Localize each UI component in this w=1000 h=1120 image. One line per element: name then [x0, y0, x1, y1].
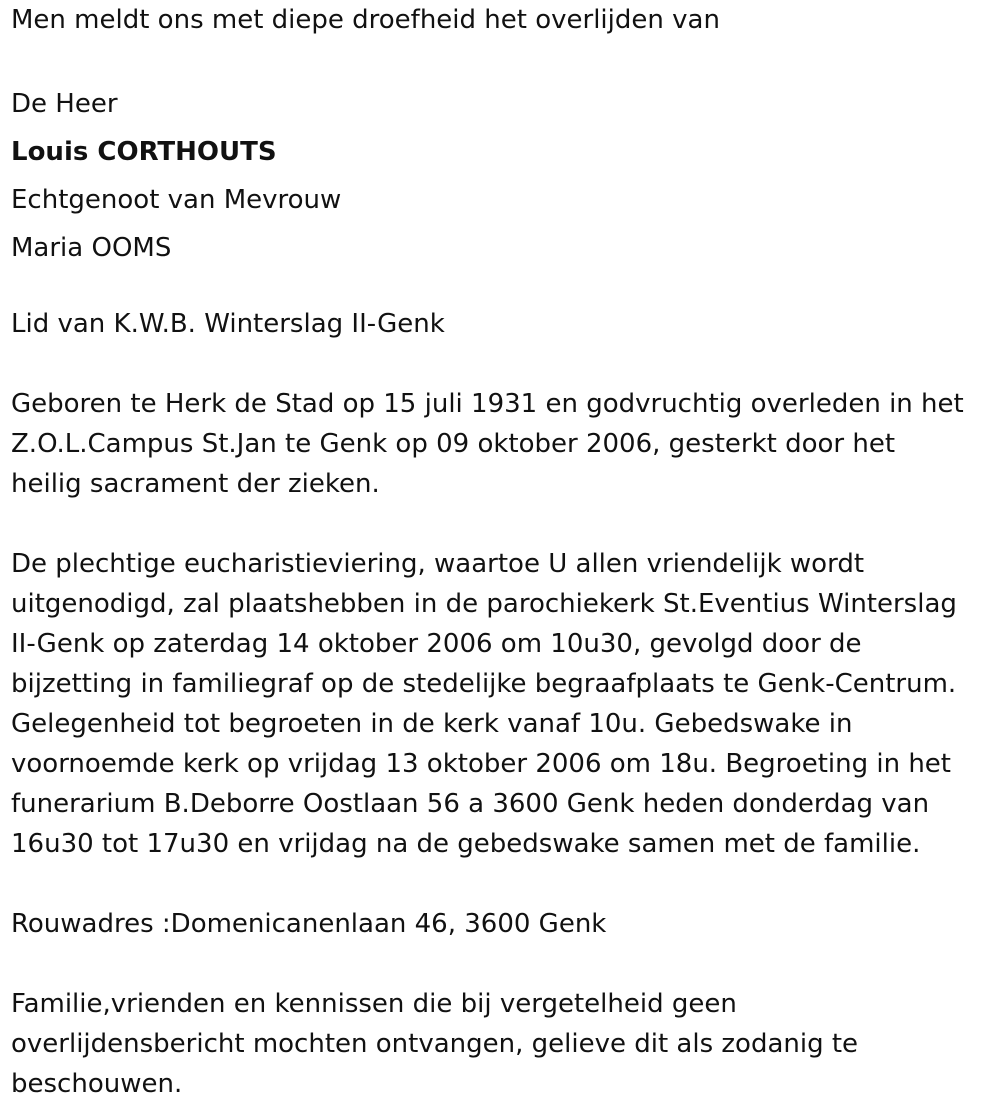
ceremony-paragraph [11, 544, 996, 864]
paragraph-line: Gelegenheid tot begroeten in de kerk vanaf 10u. Gebedswake in [11, 709, 853, 739]
paragraph-line: 16u30 tot 17u30 en vrijdag na de gebedswake samen met de familie. [11, 829, 921, 859]
salutation: De Heer [11, 89, 118, 119]
paragraph-line: Z.O.L.Campus St.Jan te Genk op 09 oktober 2006, gesterkt door het [11, 429, 896, 459]
paragraph-line: II-Genk op zaterdag 14 oktober 2006 om 10u30, gevolgd door de [11, 629, 862, 659]
paragraph-line: heilig sacrament der zieken. [11, 469, 380, 499]
intro-text: Men meldt ons met diepe droefheid het overlijden van [11, 5, 720, 35]
obituary-document [11, 0, 996, 1104]
spouse-name: Maria OOMS [11, 233, 172, 263]
paragraph-line: beschouwen. [11, 1069, 183, 1099]
membership-text: Lid van K.W.B. Winterslag II-Genk [11, 309, 445, 339]
paragraph-line: De plechtige eucharistieviering, waartoe U allen vriendelijk wordt [11, 549, 865, 579]
paragraph-line: funerarium B.Deborre Oostlaan 56 a 3600 Genk heden donderdag van [11, 789, 930, 819]
paragraph-line: voornoemde kerk op vrijdag 13 oktober 2006 om 18u. Begroeting in het [11, 749, 951, 779]
deceased-name: Louis CORTHOUTS [11, 137, 277, 167]
paragraph-line: Geboren te Herk de Stad op 15 juli 1931 en godvruchtig overleden in het [11, 389, 964, 419]
paragraph-line: overlijdensbericht mochten ontvangen, gelieve dit als zodanig te [11, 1029, 859, 1059]
address-text: Rouwadres :Domenicanenlaan 46, 3600 Genk [11, 909, 607, 939]
spouse-label: Echtgenoot van Mevrouw [11, 185, 342, 215]
paragraph-line: Familie,vrienden en kennissen die bij vergetelheid geen [11, 989, 737, 1019]
birth-paragraph [11, 384, 996, 504]
paragraph-line: uitgenodigd, zal plaatshebben in de parochiekerk St.Eventius Winterslag [11, 589, 957, 619]
closing-paragraph [11, 984, 996, 1104]
paragraph-line: bijzetting in familiegraf op de stedelijke begraafplaats te Genk-Centrum. [11, 669, 957, 699]
